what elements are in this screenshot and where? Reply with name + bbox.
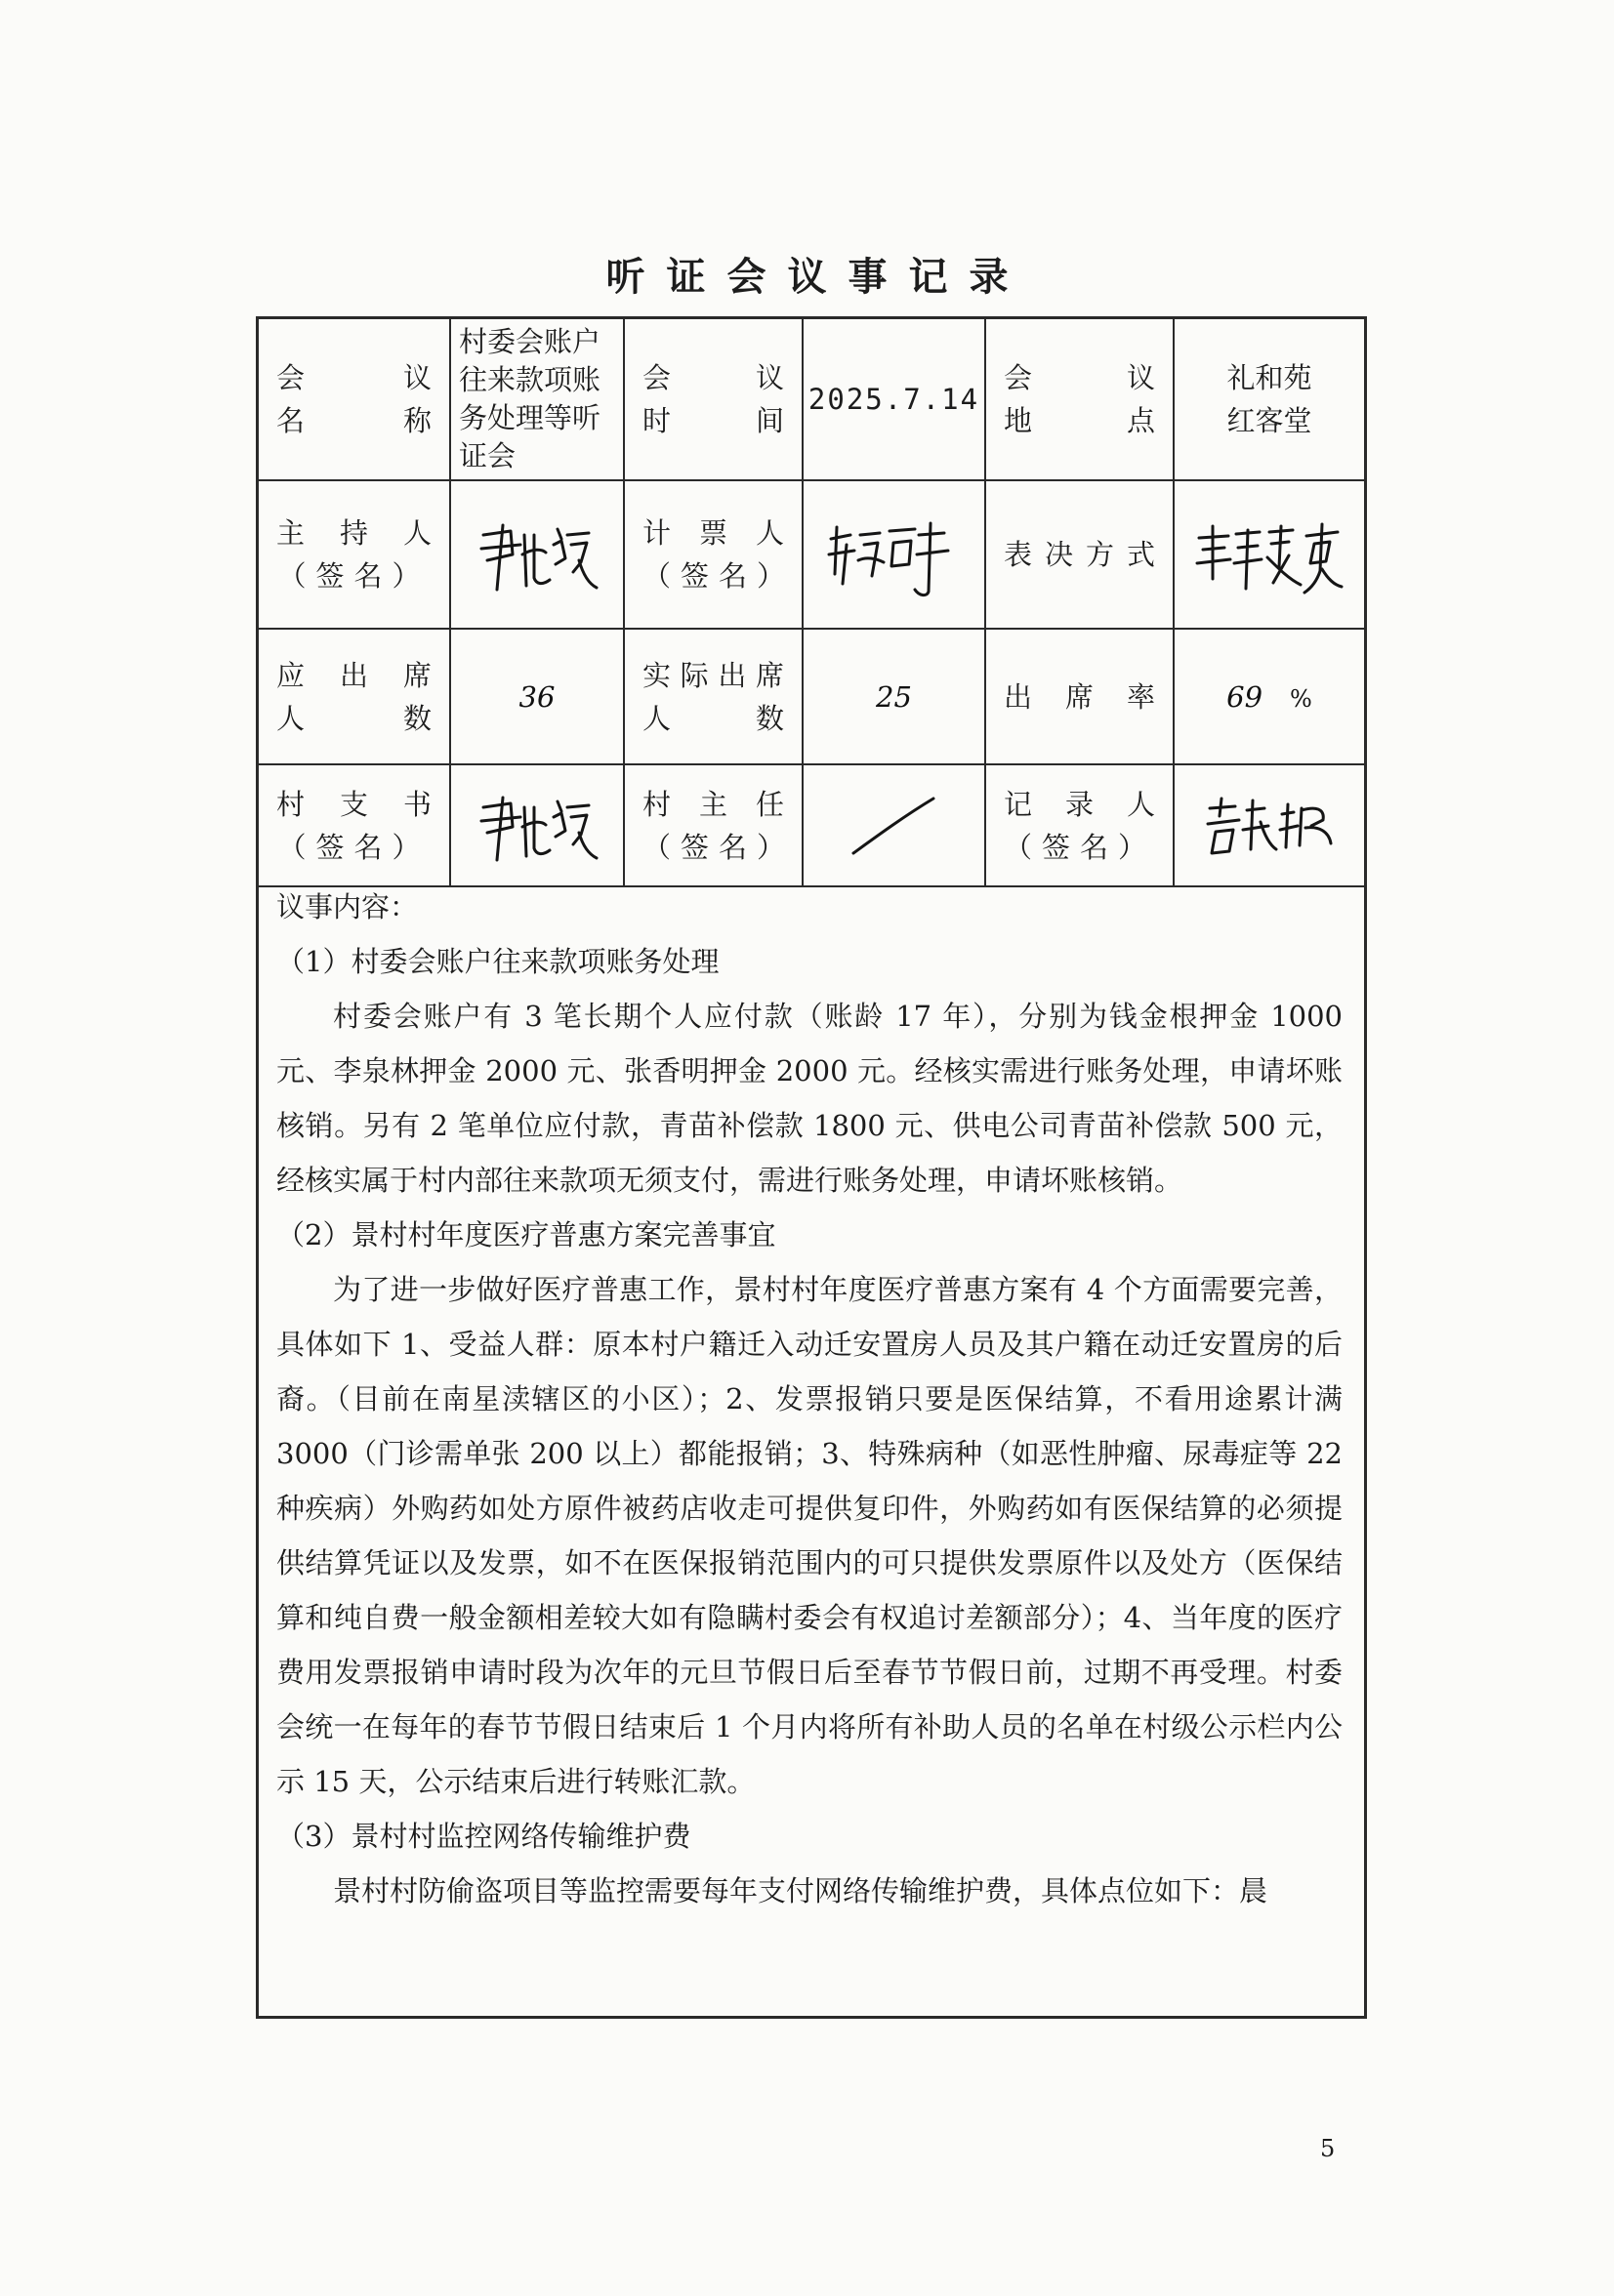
village-head-value (803, 764, 985, 886)
vote-method-value (1174, 480, 1364, 629)
recorder-label: 记 录 人 （签名） (985, 764, 1174, 886)
meeting-time-value: 2025.7.14 (803, 319, 985, 480)
host-signature (450, 480, 624, 629)
party-secretary-label: 村 支 书 （签名） (259, 764, 450, 886)
meeting-time-label: 会 议 时 间 (624, 319, 803, 480)
page-number: 5 (1320, 2135, 1336, 2162)
attendance-rate-value: 69 % (1174, 629, 1364, 764)
section-3-text: 景村村防偷盗项目等监控需要每年支付网络传输维护费，具体点位如下：晨 (333, 1874, 1268, 1907)
agenda-content (259, 880, 1364, 1918)
counter-signature (803, 480, 985, 629)
expected-attendance-label: 应 出 席 人 数 (259, 629, 450, 764)
party-secretary-signature-image (464, 782, 610, 870)
counter-label: 计 票 人 （签名） (624, 480, 803, 629)
village-head-label: 村 主 任 （签名） (624, 764, 803, 886)
host-signature-image (464, 506, 610, 603)
host-label: 主 持 人 （签名） (259, 480, 450, 629)
expected-attendance-value: 36 (450, 629, 624, 764)
recorder-signature (1174, 764, 1364, 886)
percent-sign: % (1290, 684, 1312, 713)
counter-signature-image (821, 506, 968, 603)
attendance-rate-label: 出 席 率 (985, 629, 1174, 764)
section-3-title: （3）景村村监控网络传输维护费 (276, 1820, 691, 1853)
vote-method-label: 表 决 方 式 (985, 480, 1174, 629)
meeting-name-label: 会 议 名 称 (259, 319, 450, 480)
meeting-place-value: 礼和苑 红客堂 (1174, 319, 1364, 480)
record-form (256, 316, 1367, 2019)
meeting-info-table (259, 319, 1364, 887)
section-1-text: 村委会账户有 3 笔长期个人应付款（账龄 17 年），分别为钱金根押金 1000 元、李泉林押金 2000 元、张香明押金 2000 元。经核实需进行账务处理，申请坏账核销。另有 2 笔单位应付款，青苗补偿款 1800 元、供电公司青苗补偿款 500 元，经核实属于村内部往来款项无须支付，需进行账务处理，申请坏账核销。 (276, 1000, 1343, 1197)
party-secretary-signature (450, 764, 624, 886)
village-head-slash-mark (836, 787, 953, 865)
page-title: 听证会议事记录 (605, 254, 1030, 300)
actual-attendance-value: 25 (803, 629, 985, 764)
section-2-text: 为了进一步做好医疗普惠工作，景村村年度医疗普惠方案有 4 个方面需要完善，具体如下 1、受益人群：原本村户籍迁入动迁安置房人员及其户籍在动迁安置房的后裔。（目前在南星渎辖区的小区）；2、发票报销只要是医保结算，不看用途累计满 3000（门诊需单张 200 以上）都能报销；3、特殊病种（如恶性肿瘤、尿毒症等 22 种疾病）外购药如处方原件被药店收走可提供复印件，外购药如有医保结算的必须提供结算凭证以及发票，如不在医保报销范围内的可只提供发票原件以及处方（医保结算和纯自费一般金额相差较大如有隐瞒村委会有权追讨差额部分）；4、当年度的医疗费用发票报销申请时段为次年的元旦节假日后至春节节假日前，过期不再受理。村委会统一在每年的春节节假日结束后 1 个月内将所有补助人员的名单在村级公示栏内公示 15 天，公示结束后进行转账汇款。 (276, 1273, 1343, 1798)
vote-method-handwriting (1191, 511, 1347, 598)
actual-attendance-label: 实 际 出 席 人 数 (624, 629, 803, 764)
section-2-title: （2）景村村年度医疗普惠方案完善事宜 (276, 1218, 776, 1251)
recorder-signature-image (1196, 787, 1343, 865)
meeting-place-label: 会 议 地 点 (985, 319, 1174, 480)
section-1-title: （1）村委会账户往来款项账务处理 (276, 945, 720, 978)
meeting-name-value: 村委会账户往来款项账务处理等听证会 (450, 319, 624, 480)
agenda-heading: 议事内容： (276, 890, 419, 923)
